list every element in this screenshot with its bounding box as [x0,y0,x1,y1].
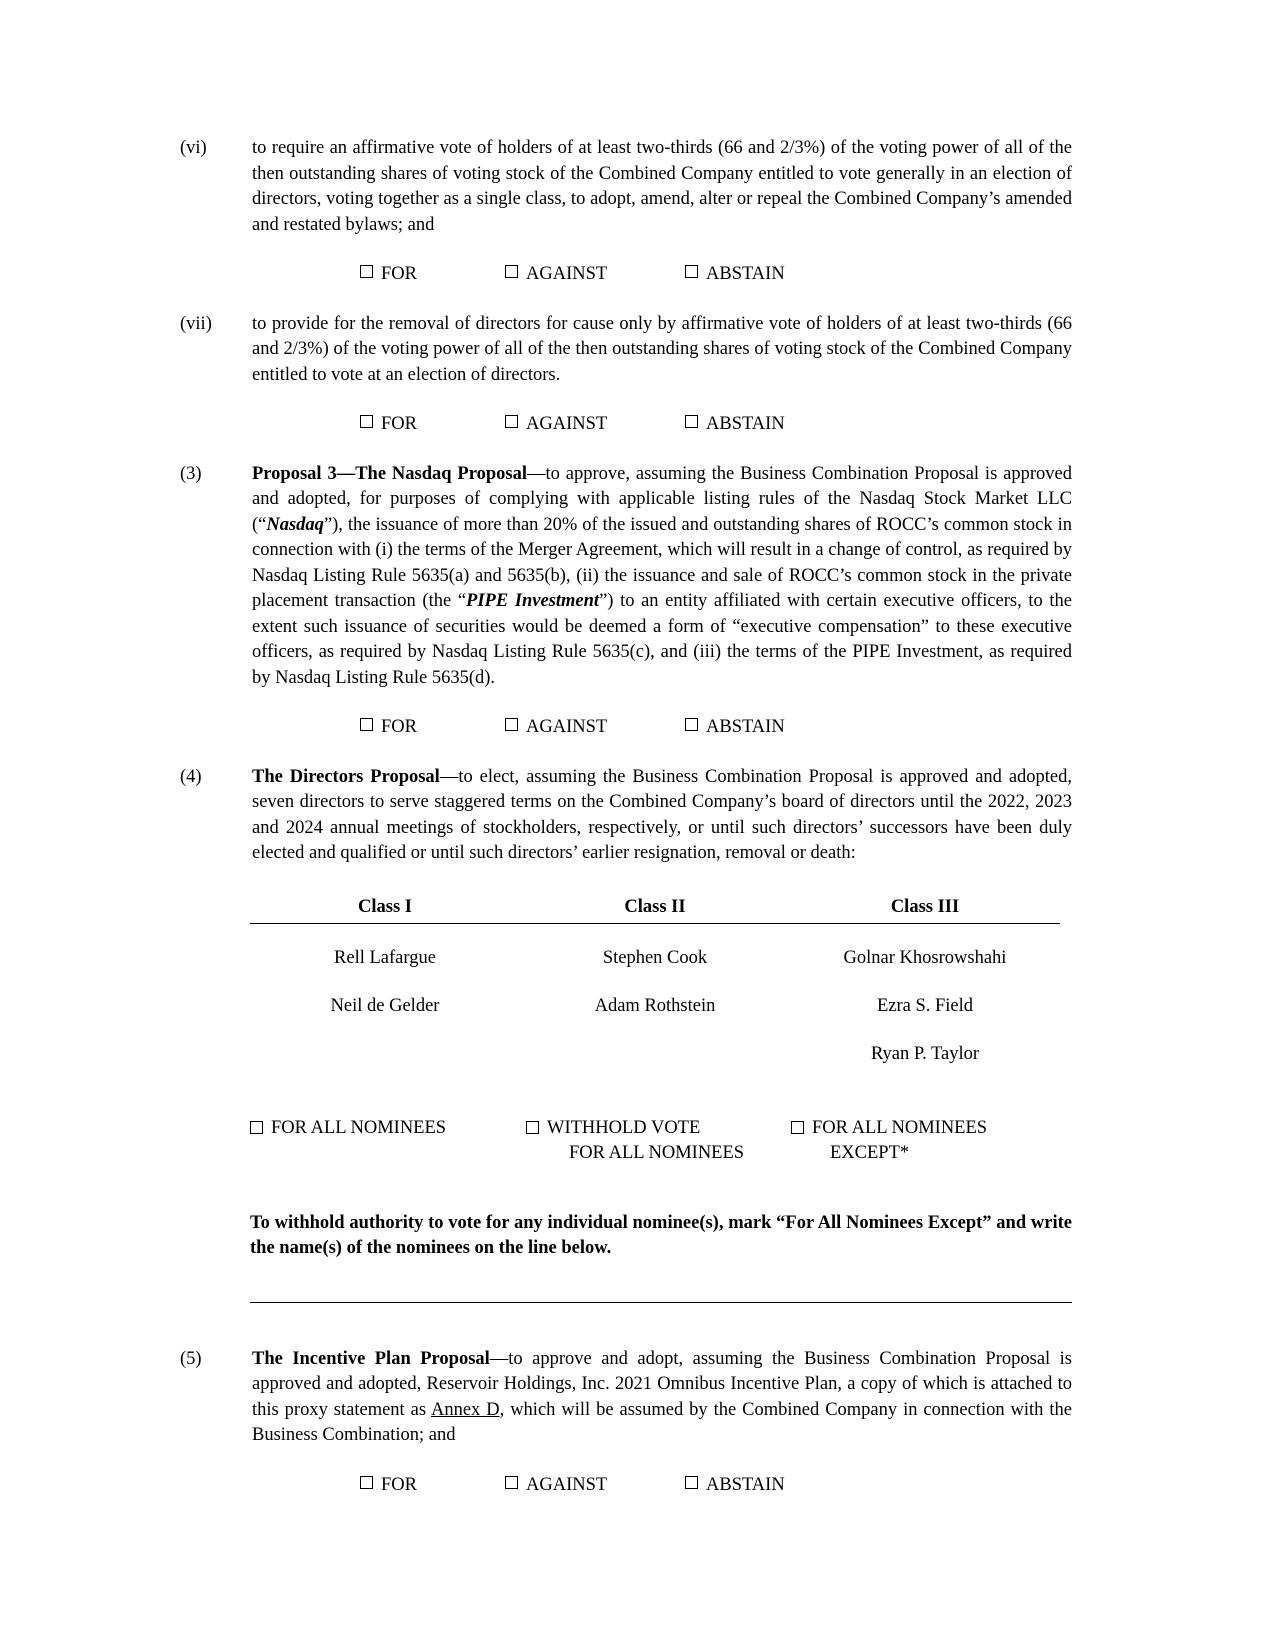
vote-option-against[interactable] [505,262,685,288]
proposal-4-title: The Directors Proposal [252,766,440,787]
empty-checkbox-icon[interactable] [685,265,698,278]
proposal-3-term-nasdaq: Nasdaq [266,514,324,535]
vote-option-against[interactable] [505,715,685,741]
empty-checkbox-icon[interactable] [360,265,373,278]
nominee-name: Golnar Khosrowshahi [843,947,1007,968]
proposal-3-part-3: ”) to an entity affiliated with certain executive officers, to the extent such issuance of securities would be deemed a form of “executive compensation” to these executive officers, as required by Nasdaq Listing Rule 5635(c), and (iii) the terms of the PIPE Investment, as required by Nasdaq Listing Rule 5635(d). [252,591,1072,688]
nominee-column-header-class-2: Class II [520,897,790,924]
proposal-3-title: Proposal 3—The Nasdaq Proposal [252,463,527,484]
vote-option-abstain[interactable] [685,262,865,288]
empty-checkbox-icon[interactable] [685,415,698,428]
proposal-3-marker: (3) [180,463,202,484]
nominee-name: Ezra S. Field [876,995,974,1016]
list-item-vii [180,312,1072,389]
empty-checkbox-icon[interactable] [505,415,518,428]
proposal-5-title: The Incentive Plan Proposal [252,1348,490,1369]
vote-option-withhold-vote[interactable] [526,1116,791,1167]
proposal-5-text [252,1347,1072,1449]
empty-checkbox-icon[interactable] [685,718,698,731]
empty-checkbox-icon[interactable] [505,265,518,278]
empty-checkbox-icon[interactable] [685,1476,698,1489]
vote-option-against[interactable] [505,412,685,438]
nominee-table-header-row [250,897,1060,924]
vote-option-withhold-vote-label [547,1116,744,1167]
withhold-authority-note [250,1211,1072,1262]
empty-checkbox-icon[interactable] [360,1476,373,1489]
table-row [250,923,1060,972]
vote-label-against: AGAINST [526,1474,608,1495]
vote-option-for[interactable] [360,412,505,438]
list-marker-vii: (vii) [180,313,212,334]
vote-label-against: AGAINST [526,264,608,284]
vote-label-against: AGAINST [526,414,608,434]
vote-option-for-all-nominees-except-label [812,1116,987,1167]
vote-option-line-1: FOR ALL NOMINEES [271,1117,447,1138]
vote-option-for-all-nominees-label [271,1116,446,1142]
table-row [250,1020,1060,1068]
vote-option-abstain[interactable] [685,1473,865,1499]
vote-option-against[interactable] [505,1473,685,1499]
nominee-column-header-class-1: Class I [250,897,520,924]
vote-label-against: AGAINST [526,717,608,737]
vote-option-line-1: WITHHOLD VOTE [547,1117,701,1138]
nominee-table [250,897,1060,1068]
vote-option-line-1: FOR ALL NOMINEES [812,1117,988,1138]
vote-row-proposal-5 [180,1473,1072,1499]
nominee-name: Rell Lafargue [334,947,436,968]
vote-label-abstain: ABSTAIN [706,717,785,737]
proposal-4-body: —to elect, assuming the Business Combination Proposal is approved and adopted, seven directors to serve staggered terms on the Combined Company’s board of directors until the 2022, 2023 and 2024 annual meetings of stockholders, respectively, or until such directors’ successors have been duly elected and qualified or until such directors’ earlier resignation, removal or death: [252,766,1073,863]
vote-row-proposal-3 [180,715,1072,741]
vote-label-abstain: ABSTAIN [706,264,785,284]
empty-checkbox-icon[interactable] [360,415,373,428]
proposal-5-marker: (5) [180,1348,202,1369]
vote-row-vii [180,412,1072,438]
proposal-5-part-2: , which will be assumed by the Combined Company in connection with the Business Combination; and [252,1399,1072,1445]
nominee-name: Stephen Cook [602,947,708,968]
proposal-4-marker: (4) [180,766,202,787]
empty-checkbox-icon[interactable] [791,1121,804,1134]
proposal-5-part-1: —to approve and adopt, assuming the Business Combination Proposal is approved and adopted, Reservoir Holdings, Inc. 2021 Omnibus Incentive Plan, a copy of which is attached to this proxy statement as [252,1348,1072,1420]
empty-checkbox-icon[interactable] [526,1121,539,1134]
vote-option-for[interactable] [360,262,505,288]
vote-option-for[interactable] [360,715,505,741]
vote-option-for-all-nominees-except[interactable] [791,1116,1051,1167]
vote-label-abstain: ABSTAIN [706,1474,785,1495]
proposal-3-part-1: —to approve, assuming the Business Combination Proposal is approved and adopted, for purposes of complying with applicable listing rules of the Nasdaq Stock Market LLC (“ [252,463,1072,535]
vote-option-line-2: EXCEPT* [830,1143,910,1163]
proposal-3-text [252,462,1072,692]
nominee-name: Adam Rothstein [594,995,716,1016]
withhold-note-line-1: To withhold authority to vote for any individual nominee(s), mark “For All Nominees Except” and [250,1212,1027,1233]
proposal-4-text [252,765,1072,867]
vote-option-abstain[interactable] [685,412,865,438]
vote-option-for[interactable] [360,1473,505,1499]
list-item-vi [180,136,1072,238]
page-content [180,136,1072,1522]
vote-option-line-2: FOR ALL NOMINEES [569,1143,745,1163]
nominee-column-header-class-3: Class III [790,897,1060,924]
vote-label-for: FOR [381,264,417,284]
list-marker-vi: (vi) [180,138,207,158]
empty-checkbox-icon[interactable] [250,1121,263,1134]
list-text-vii: to provide for the removal of directors for cause only by affirmative vote of holders of at least two-thirds (66 and 2/3%) of the voting power of all of the then outstanding shares of voting stock of the Combined Company entitled to vote at an election of directors. [252,313,1072,385]
proposal-3-part-2: ”), the issuance of more than 20% of the issued and outstanding shares of ROCC’s common stock in connection with (i) the terms of the Merger Agreement, which will result in a change of control, as required by Nasdaq Listing Rule 5635(a) and 5635(b), (ii) the issuance and sale of ROCC’s common stock in the private placement transaction (the “ [252,514,1072,611]
vote-label-for: FOR [381,1474,417,1495]
proposal-3 [180,462,1072,692]
vote-row-vi [180,262,1072,288]
vote-label-for: FOR [381,414,417,434]
table-row [250,972,1060,1020]
proposal-5 [180,1347,1072,1449]
withhold-note-line-2: write the name(s) of the nominees on the line below. [250,1212,1073,1258]
nominee-name: Neil de Gelder [330,995,440,1016]
nominee-name: Ryan P. Taylor [870,1043,980,1064]
annex-d-link[interactable]: Annex D [430,1399,500,1420]
director-vote-row [180,1116,1072,1167]
empty-checkbox-icon[interactable] [505,1476,518,1489]
empty-checkbox-icon[interactable] [505,718,518,731]
proposal-4 [180,765,1072,867]
vote-option-for-all-nominees[interactable] [250,1116,526,1167]
nominee-name [520,1020,790,1068]
empty-checkbox-icon[interactable] [360,718,373,731]
vote-option-abstain[interactable] [685,715,865,741]
nominee-name [250,1020,520,1068]
list-text-vi: to require an affirmative vote of holders of at least two-thirds (66 and 2/3%) of the voting power of all of the then outstanding shares of voting stock of the Combined Company entitled to vote generally in an election of directors, voting together as a single class, to adopt, amend, alter or repeal the Combined Company’s amended and restated bylaws; and [252,138,1072,235]
vote-label-for: FOR [381,717,417,737]
vote-label-abstain: ABSTAIN [706,414,785,434]
proposal-3-term-pipe: PIPE Investment [466,591,600,611]
